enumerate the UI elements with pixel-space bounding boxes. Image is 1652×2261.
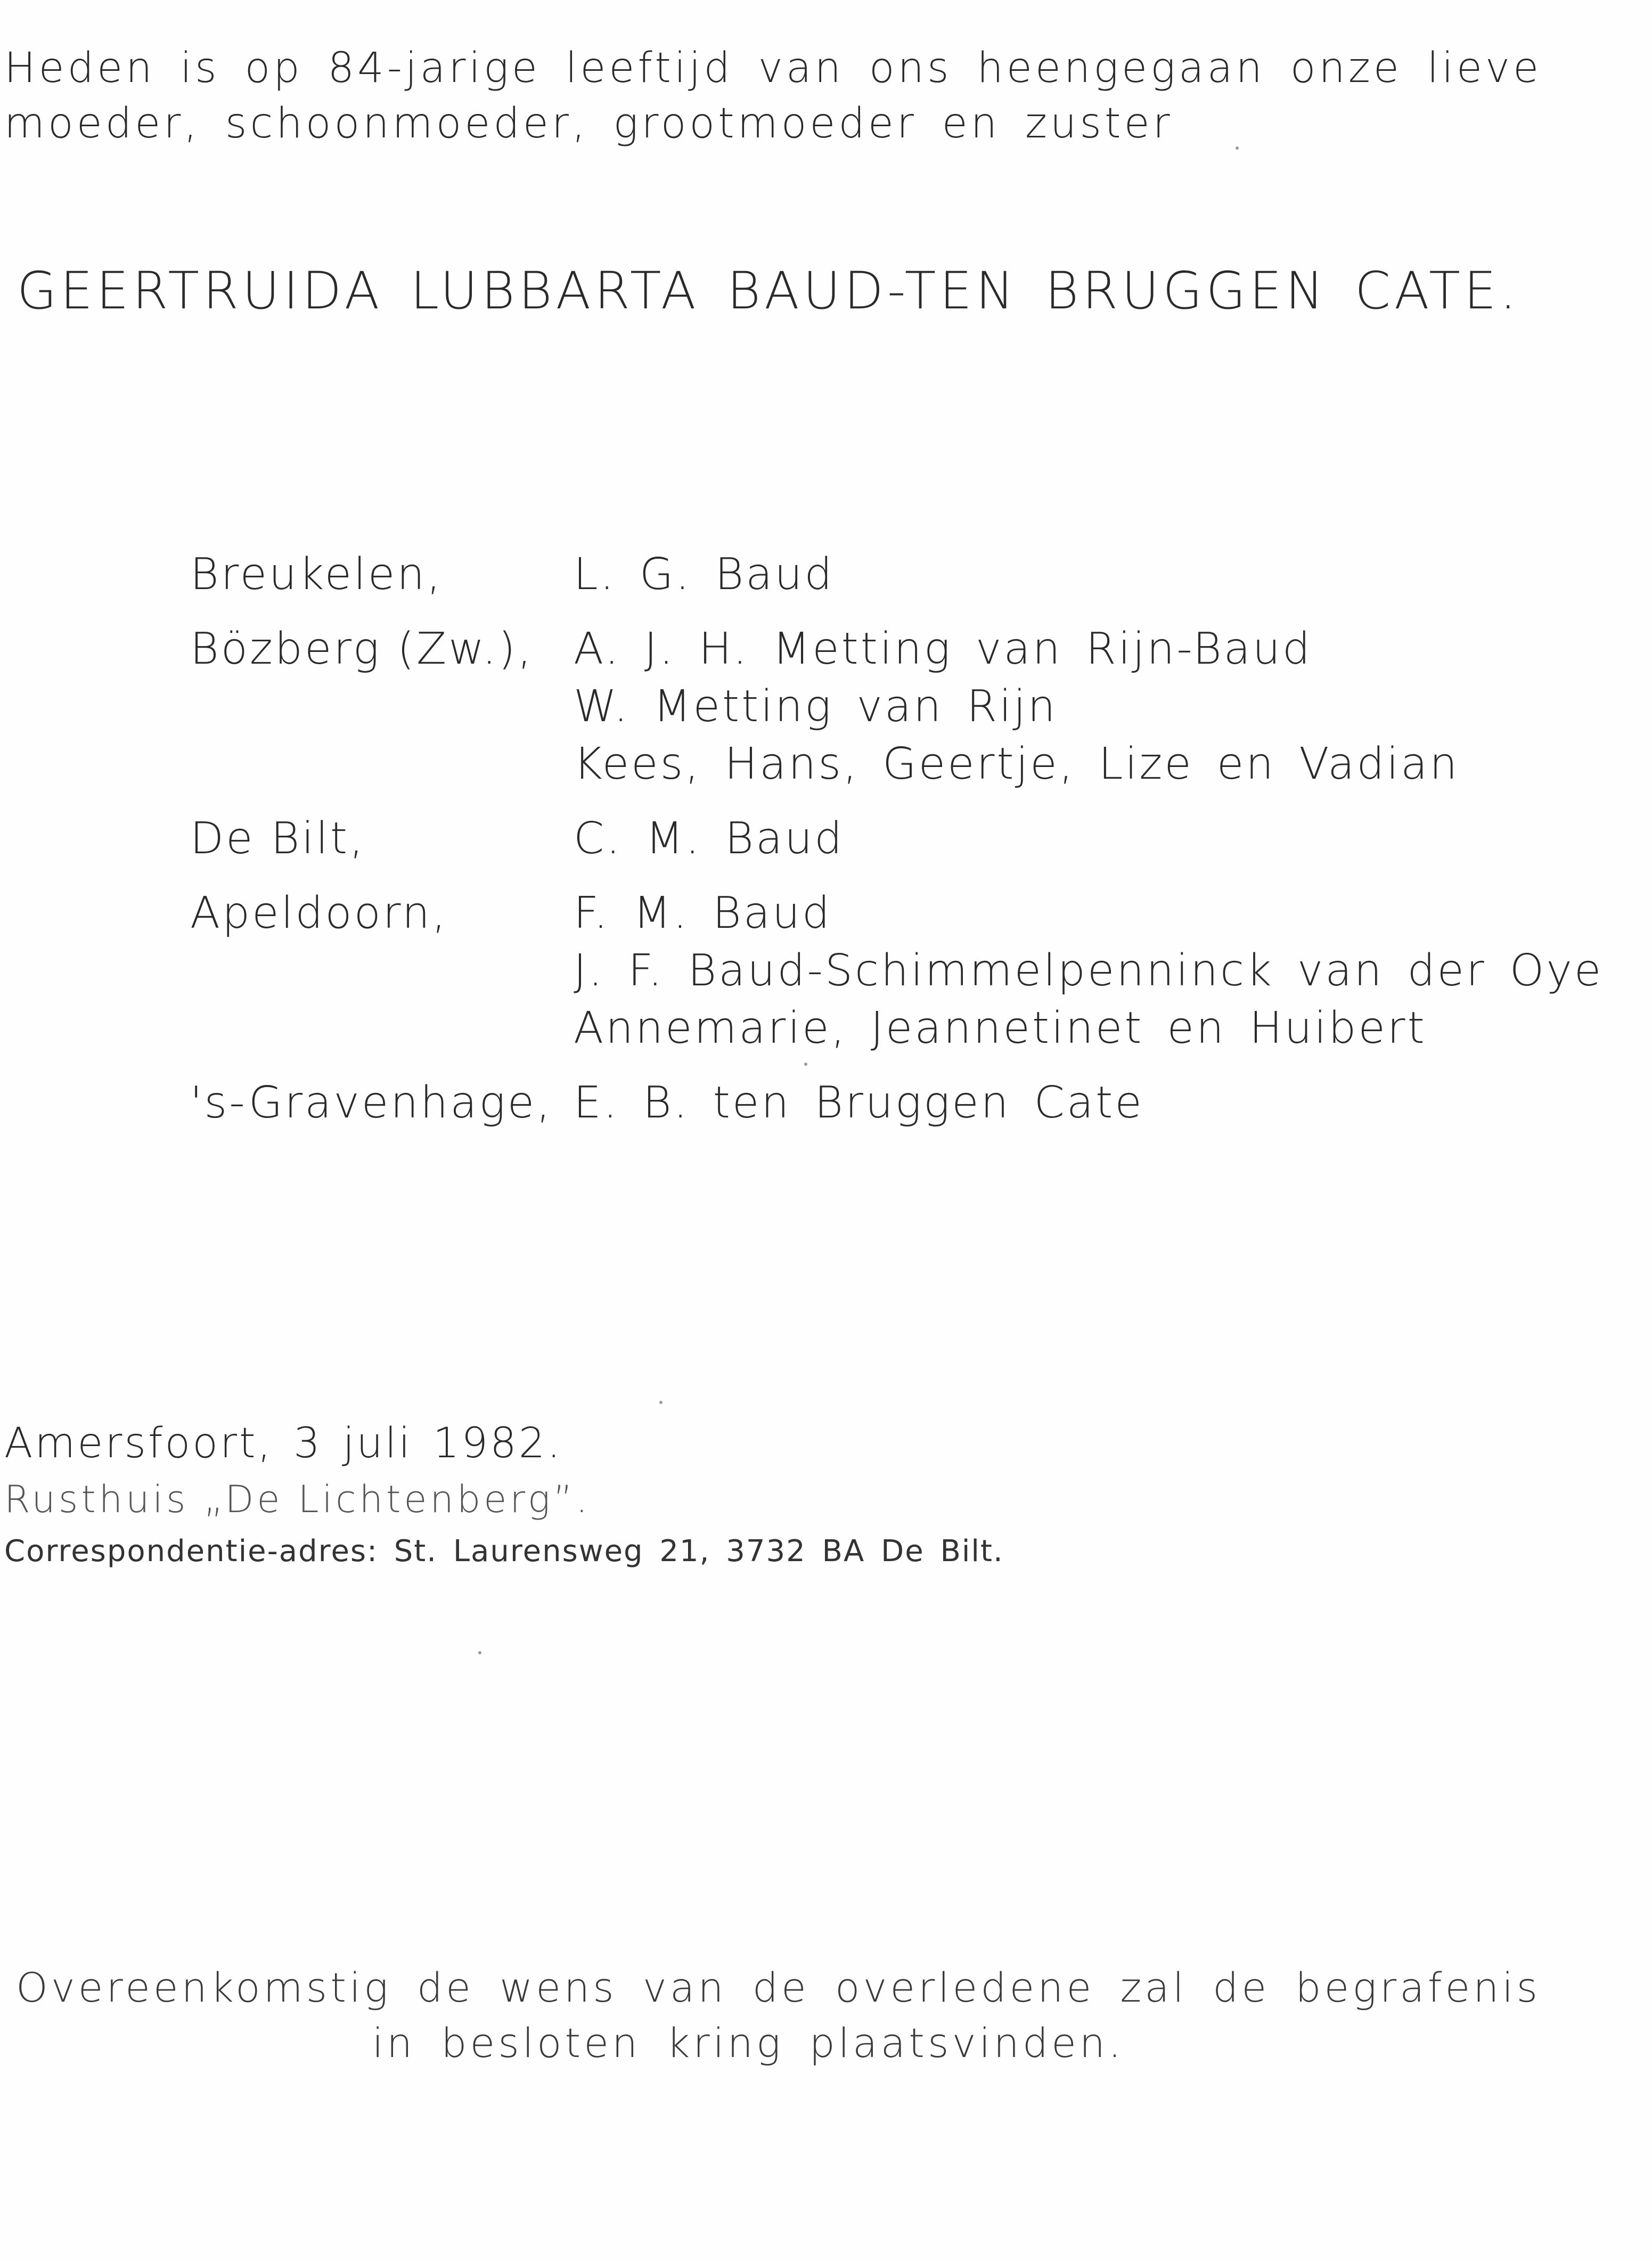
family-member: A. J. H. Metting van Rijn-Baud	[574, 624, 1312, 674]
family-place: Apeldoorn,	[190, 888, 448, 938]
correspondence-address: Correspondentie-adres: St. Laurensweg 21, 3732 BA De Bilt.	[4, 1534, 1004, 1569]
family-place: 's-Gravenhage,	[190, 1078, 553, 1128]
family-member: J. F. Baud-Schimmelpenninck van der Oye	[574, 945, 1604, 996]
print-speck	[659, 1401, 663, 1404]
family-member: Kees, Hans, Geertje, Lize en Vadian	[574, 739, 1460, 789]
print-speck	[804, 1063, 807, 1066]
family-member: W. Metting van Rijn	[574, 681, 1058, 732]
family-place: Breukelen,	[190, 549, 443, 600]
family-group	[190, 1074, 1522, 1132]
family-members	[574, 546, 1522, 603]
deceased-name: GEERTRUIDA LUBBARTA BAUD-TEN BRUGGEN CATE.	[17, 261, 1520, 321]
closing-note	[16, 1960, 1541, 2071]
family-group	[190, 546, 1522, 603]
print-speck	[478, 1651, 481, 1654]
intro-line-2: moeder, schoonmoeder, grootmoeder en zuster	[4, 100, 1173, 148]
intro-line-1: Heden is op 84-jarige leeftijd van ons heengegaan onze lieve	[4, 44, 1542, 92]
family-member: Annemarie, Jeannetinet en Huibert	[574, 1003, 1427, 1054]
family-group	[190, 885, 1604, 1057]
print-speck	[1236, 146, 1239, 150]
family-group	[190, 621, 1522, 793]
family-member: L. G. Baud	[574, 549, 835, 600]
family-member: C. M. Baud	[574, 813, 845, 864]
family-list	[190, 546, 1604, 1149]
family-members	[574, 621, 1522, 793]
family-members	[574, 1074, 1522, 1132]
family-place: De Bilt,	[190, 813, 366, 864]
closing-line-2: in besloten kring plaatsvinden.	[372, 2019, 1125, 2067]
address-block	[4, 1414, 1004, 1577]
family-place: Bözberg (Zw.),	[190, 624, 534, 674]
family-member: F. M. Baud	[574, 888, 832, 938]
family-group	[190, 810, 1522, 868]
announcement-intro	[4, 40, 1549, 151]
care-home: Rusthuis „De Lichtenberg”.	[4, 1478, 591, 1521]
family-members	[574, 885, 1604, 1057]
family-member: E. B. ten Bruggen Cate	[574, 1078, 1144, 1128]
family-members	[574, 810, 1522, 868]
city-date: Amersfoort, 3 juli 1982.	[4, 1419, 563, 1467]
closing-line-1: Overeenkomstig de wens van de overledene zal de begrafenis	[16, 1964, 1541, 2011]
